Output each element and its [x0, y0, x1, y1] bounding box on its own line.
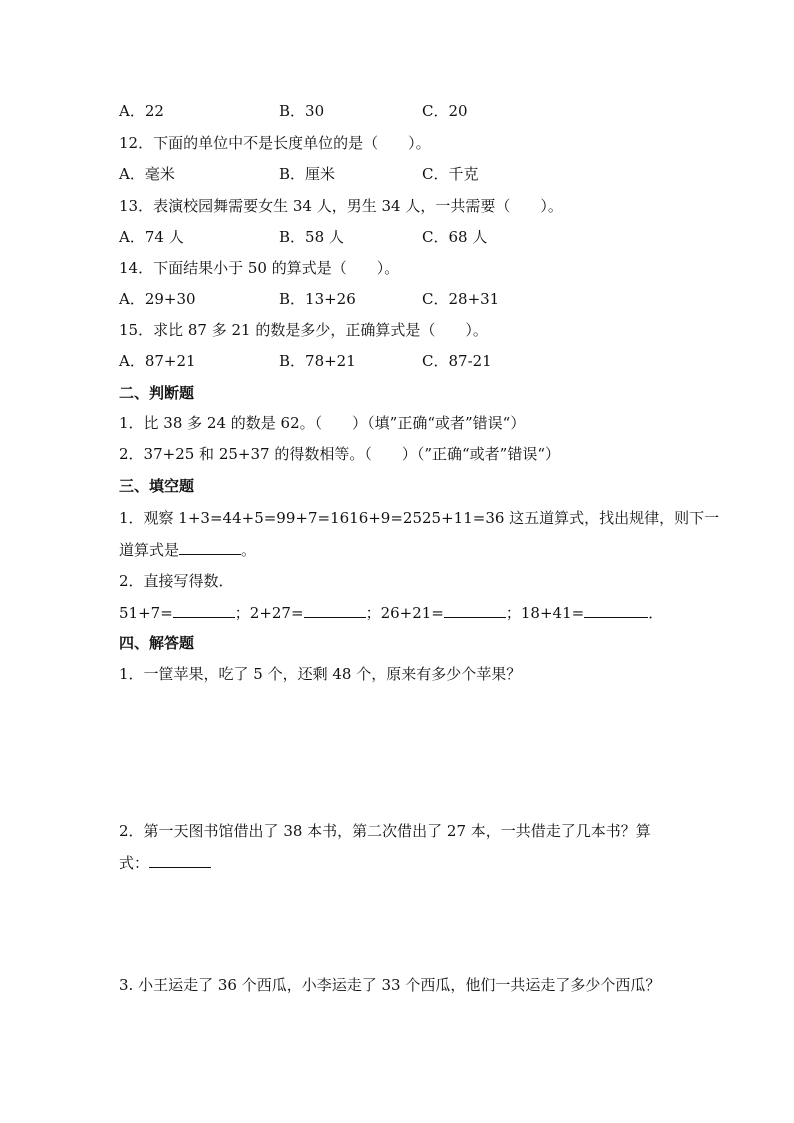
- solve-q1: 1．一筐苹果，吃了 5 个，还剩 48 个，原来有多少个苹果？: [119, 665, 522, 683]
- q15-option-a: A．87+21: [119, 352, 196, 370]
- fill-q1-line1: 1．观察 1+3=44+5=99+7=1616+9=2525+11=36 这五道算式，找出规律，则下一: [119, 509, 720, 527]
- q13-option-a: A．74 人: [119, 228, 184, 246]
- q13-stem: 13．表演校园舞需要女生 34 人，男生 34 人，一共需要（ ）。: [119, 197, 563, 215]
- fill-q2-calcs: [119, 603, 684, 623]
- q15-option-c: C．87-21: [422, 352, 492, 370]
- q12-option-c: C．千克: [422, 165, 479, 183]
- answer-blank[interactable]: [179, 540, 241, 555]
- section-heading-fill-blank: 三、填空题: [119, 477, 195, 495]
- q14-option-b: B．13+26: [279, 290, 356, 308]
- q12-option-b: B．厘米: [279, 165, 336, 183]
- q11-option-b: B．30: [279, 102, 325, 120]
- q11-option-c: C．20: [422, 102, 468, 120]
- answer-blank[interactable]: [304, 603, 366, 618]
- solve-q2-line1: 2．第一天图书馆借出了 38 本书，第二次借出了 27 本，一共借走了几本书？算: [119, 822, 651, 840]
- answer-blank[interactable]: [584, 603, 648, 618]
- calc-3: ；26+21=: [365, 604, 444, 622]
- section-heading-solve: 四、解答题: [119, 634, 195, 652]
- judgement-item-1: 1．比 38 多 24 的数是 62。（ ）（填”正确“或者”错误“）: [119, 414, 526, 432]
- answer-blank[interactable]: [444, 603, 506, 618]
- q12-option-a: A．毫米: [119, 165, 175, 183]
- solve-q3: 3. 小王运走了 36 个西瓜，小李运走了 33 个西瓜，他们一共运走了多少个西瓜？: [119, 976, 661, 994]
- q11-option-a: A．22: [119, 102, 164, 120]
- answer-blank[interactable]: [173, 603, 235, 618]
- calc-2: ；2+27=: [234, 604, 304, 622]
- q12-stem: 12．下面的单位中不是长度单位的是（ ）。: [119, 134, 431, 152]
- fill-q1-line2: [119, 540, 684, 560]
- solve-q2-line2: [119, 853, 684, 873]
- q14-option-a: A．29+30: [119, 290, 196, 308]
- judgement-item-2: 2．37+25 和 25+37 的得数相等。（ ）（”正确“或者”错误“）: [119, 445, 561, 463]
- q15-stem: 15．求比 87 多 21 的数是多少，正确算式是（ ）。: [119, 321, 488, 339]
- calc-4: ；18+41=: [505, 604, 585, 622]
- q13-option-c: C．68 人: [422, 228, 488, 246]
- calc-1: 51+7=: [119, 604, 173, 622]
- q14-option-c: C．28+31: [422, 290, 500, 308]
- q13-option-b: B．58 人: [279, 228, 344, 246]
- q14-stem: 14．下面结果小于 50 的算式是（ ）。: [119, 259, 400, 277]
- fill-q1-text: 道算式是: [119, 541, 180, 559]
- section-heading-judgement: 二、判断题: [119, 384, 195, 402]
- fill-q2-title: 2．直接写得数．: [119, 572, 234, 590]
- answer-blank[interactable]: [149, 853, 211, 868]
- q15-option-b: B．78+21: [279, 352, 356, 370]
- fill-q1-end: 。: [241, 541, 257, 559]
- solve-q2-label: 式：: [119, 854, 150, 872]
- calc-end: ．: [648, 604, 664, 622]
